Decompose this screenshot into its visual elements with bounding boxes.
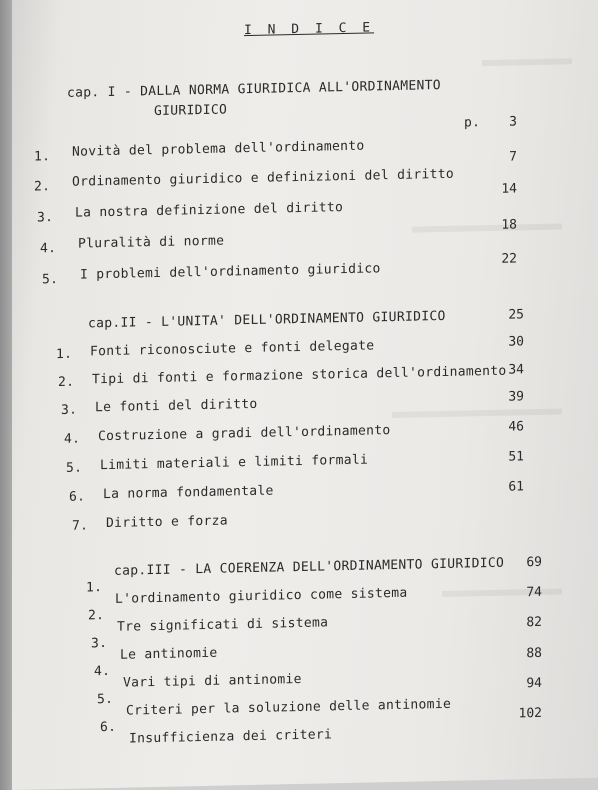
entry-title: La norma fondamentale [103,483,274,503]
entry-page: 7 [509,149,517,165]
entry-title: Insufficienza dei criteri [129,727,333,747]
entry-number: 1. [56,346,73,363]
entry-page: 39 [508,389,524,405]
index-page [12,0,598,790]
entry-title: Vari tipi di antinomie [123,671,302,691]
entry-page: 74 [526,584,542,601]
entry-page: 82 [526,614,542,631]
entry-number: 3. [91,636,108,652]
entry-title: I problemi dell'ordinamento giuridico [80,261,381,283]
entry-number: 2. [88,608,105,624]
entry-title: Tipi di fonti e formazione storica dell'ordinamento [92,363,507,388]
entry-number: 5. [66,460,83,476]
entry-page: 102 [518,705,542,722]
entry-page: 61 [508,479,524,495]
entry-page: 30 [508,334,524,350]
entry-title: Limiti materiali e limiti formali [100,452,369,474]
entry-page: 51 [508,449,524,465]
entry-page: 14 [501,181,517,197]
entry-page: 94 [526,675,542,692]
entry-title: Fonti riconosciute e fonti delegate [90,338,375,360]
entry-title: L'ordinamento giuridico come sistema [115,585,408,607]
entry-page: 88 [526,645,542,662]
chapter-start-page: 25 [508,307,524,323]
entry-number: 4. [64,431,81,447]
entry-number: 6. [69,489,86,505]
entry-number: 3. [37,210,54,226]
entry-title: Tre significati di sistema [117,615,329,635]
entry-number: 1. [34,149,51,165]
entry-number: 4. [40,241,57,257]
entry-title: Le antinomie [120,645,218,663]
entry-title: La nostra definizione del diritto [75,200,344,221]
chapter-heading: cap.II - L'UNITA' DELL'ORDINAMENTO GIURIDICO [88,308,446,332]
entry-number: 4. [94,663,111,680]
entry-page: 18 [501,217,517,233]
entry-title: Costruzione a gradi dell'ordinamento [98,423,391,445]
chapter-heading: cap.III - LA COERENZA DELL'ORDINAMENTO GIURIDICO [114,555,505,579]
entry-title: Ordinamento giuridico e definizioni del diritto [72,166,454,190]
entry-number: 5. [42,272,59,288]
entry-number: 2. [34,179,51,195]
chapter-start-page: 69 [526,554,542,571]
chapter-heading-continued: GIURIDICO [154,102,228,120]
entry-page: 34 [508,362,524,378]
chapter-heading: cap. I - DALLA NORMA GIURIDICA ALL'ORDINAMENTO [67,78,441,101]
entry-page: 22 [501,251,517,267]
entry-page: 3 [509,114,517,130]
entry-page: 46 [508,419,524,435]
entry-title: Diritto e forza [106,513,228,532]
entry-title: Le fonti del diritto [95,396,258,416]
entry-number: 2. [58,374,75,391]
entry-number: 5. [97,691,114,708]
page-prefix: p. [464,115,481,131]
entry-title: Pluralità di norme [78,233,225,252]
entry-number: 6. [100,719,117,736]
entry-title: Criteri per la soluzione delle antinomie [126,696,452,719]
entry-title: Novità del problema dell'ordinamento [72,138,365,160]
entry-number: 3. [61,402,78,418]
page-title: I N D I C E [244,20,375,39]
entry-number: 1. [86,580,103,596]
entry-number: 7. [72,518,89,534]
